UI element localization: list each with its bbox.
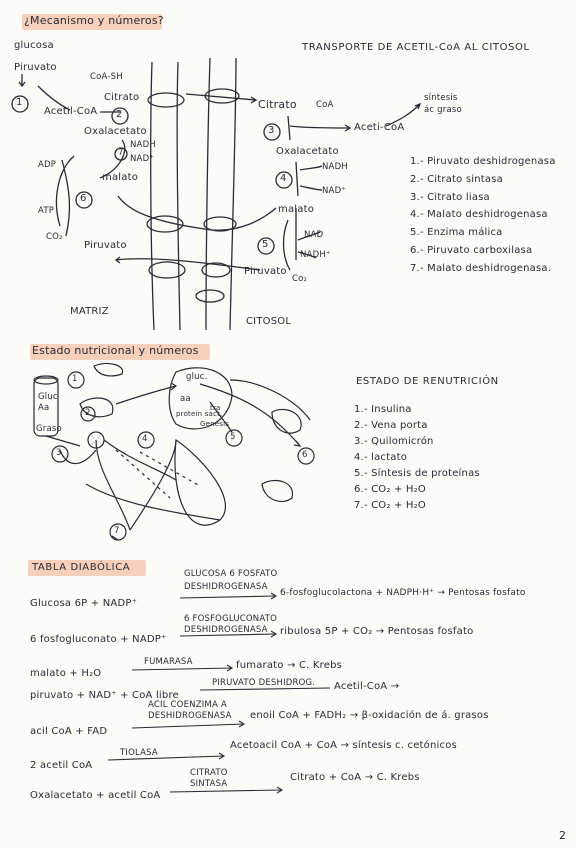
- table-row-enzyme: 6 FOSFOGLUCONATO DESHIDROGENASA: [184, 614, 278, 635]
- label-oxalacetato-left: Oxalacetato: [84, 126, 147, 137]
- legend2-item: 2.- Vena porta: [354, 420, 428, 431]
- table-row-right: Citrato + CoA → C. Krebs: [290, 772, 420, 783]
- legend1-item: 3.- Citrato liasa: [410, 192, 490, 203]
- label-protein-sact: proteín sact.: [176, 410, 223, 418]
- step-4: 4: [142, 434, 148, 444]
- label-graso: Graso: [36, 424, 62, 434]
- table-row-enzyme: TIOLASA: [120, 748, 158, 758]
- label-citrato-right: Citrato: [258, 98, 297, 111]
- label-acetil-coa-left: Acetil-CoA: [44, 106, 98, 117]
- table-row-enzyme: ACIL COENZIMA A DESHIDROGENASA: [148, 700, 232, 721]
- section1-heading: ¿Mecanismo y números?: [24, 14, 164, 27]
- legend1-item: 4.- Malato deshidrogenasa: [410, 209, 548, 220]
- label-aa: aa: [180, 394, 191, 404]
- step-6: 6: [302, 450, 308, 460]
- label-nad-plus-right: NAD⁺: [322, 186, 347, 196]
- table-row-right: 6-fosfoglucolactona + NADPH·H⁺ → Pentosas fosfato: [280, 588, 526, 598]
- label-genesis: Genesis: [200, 420, 230, 428]
- legend1-item: 5.- Enzima málica: [410, 227, 503, 238]
- table-row-left: 2 acetil CoA: [30, 760, 93, 771]
- label-coa-right: CoA: [316, 100, 334, 110]
- label-atp: ATP: [38, 206, 55, 216]
- label-piruvato-right: Piruvato: [244, 266, 287, 277]
- step-5: 5: [230, 432, 236, 442]
- table-row-left: Oxalacetato + acetil CoA: [30, 790, 161, 801]
- legend2-item: 5.- Síntesis de proteínas: [354, 468, 480, 479]
- step-7: 7: [114, 526, 120, 536]
- label-coa-sh: CoA-SH: [90, 72, 123, 82]
- step-4: 4: [280, 173, 287, 184]
- transport-title: TRANSPORTE DE ACETIL-CoA AL CITOSOL: [302, 42, 530, 53]
- step-2: 2: [116, 109, 123, 120]
- legend2-item: 3.- Quilomicrón: [354, 436, 434, 447]
- section3-heading: TABLA DIABÓLICA: [32, 562, 131, 573]
- table-row-right: Acetoacil CoA + CoA → síntesis c. cetónicos: [230, 740, 457, 751]
- label-piruvato-bottom: Piruvato: [84, 240, 127, 251]
- step-1: 1: [16, 97, 23, 108]
- label-malato-right: malato: [278, 204, 315, 215]
- table-row-left: malato + H₂O: [30, 668, 102, 679]
- label-co2-right: Co₂: [292, 274, 308, 284]
- step-1: 1: [72, 374, 78, 384]
- legend1-item: 7.- Malato deshidrogenasa.: [410, 263, 552, 274]
- label-adp: ADP: [38, 160, 57, 170]
- label-gluc-aa: Gluc Aa: [38, 392, 58, 413]
- label-nadh-left: NADH: [130, 140, 156, 150]
- section2-heading: Estado nutricional y números: [32, 344, 199, 357]
- table-row-right: Acetil-CoA →: [334, 681, 400, 692]
- table-row-right: enoil CoA + FADH₂ → β-oxidación de á. grasos: [250, 710, 489, 721]
- table-row-enzyme: PIRUVATO DESHIDROG.: [212, 678, 316, 688]
- step-5: 5: [262, 239, 269, 250]
- table-row-right: fumarato → C. Krebs: [236, 660, 343, 671]
- label-gluc: gluc.: [186, 372, 208, 382]
- label-matriz: MATRIZ: [70, 306, 109, 317]
- label-nad-plus-left: NAD⁺: [130, 154, 155, 164]
- page-number: 2: [559, 829, 566, 842]
- table-row-enzyme: GLUCOSA 6 FOSFATO DESHIDROGENASA: [184, 569, 278, 592]
- step-2: 2: [85, 408, 91, 418]
- table-row-enzyme: CITRATO SINTASA: [190, 768, 228, 789]
- label-piruvato-top: Piruvato: [14, 62, 57, 73]
- legend2-item: 6.- CO₂ + H₂O: [354, 484, 426, 495]
- label-citosol: CITOSOL: [246, 316, 292, 327]
- label-nadh-plus-right: NADH⁺: [300, 250, 331, 260]
- step-3: 3: [268, 125, 275, 136]
- label-nad-right: NAD: [304, 230, 324, 240]
- legend1-item: 1.- Piruvato deshidrogenasa: [410, 156, 556, 167]
- table-row-enzyme: FUMARASA: [144, 657, 193, 667]
- label-oxalacetato-right: Oxalacetato: [276, 146, 339, 157]
- label-malato-left: malato: [102, 172, 139, 183]
- legend2-item: 7.- CO₂ + H₂O: [354, 500, 426, 511]
- label-citrato-left: Citrato: [104, 92, 140, 103]
- renutricion-title: ESTADO DE RENUTRICIÓN: [356, 376, 499, 387]
- legend1-item: 6.- Piruvato carboxilasa: [410, 245, 533, 256]
- step-7: 7: [118, 148, 124, 158]
- label-acetil-coa-right: Aceti-CoA: [354, 122, 405, 133]
- table-row-left: Glucosa 6P + NADP⁺: [30, 598, 138, 609]
- table-row-left: piruvato + NAD⁺ + CoA libre: [30, 690, 179, 701]
- legend1-item: 2.- Citrato sintasa: [410, 174, 503, 185]
- label-tra: tra: [210, 404, 221, 412]
- step-3: 3: [56, 448, 62, 458]
- step-6: 6: [80, 193, 87, 204]
- label-glucosa: glucosa: [14, 40, 54, 51]
- table-row-left: acil CoA + FAD: [30, 726, 108, 737]
- label-sintesis: síntesis ác graso: [424, 93, 462, 115]
- legend2-item: 4.- lactato: [354, 452, 408, 463]
- table-row-left: 6 fosfogluconato + NADP⁺: [30, 634, 167, 645]
- table-row-right: ribulosa 5P + CO₂ → Pentosas fosfato: [280, 626, 474, 637]
- label-co2-left: CO₂: [46, 232, 63, 242]
- label-nadh-right: NADH: [322, 162, 348, 172]
- legend2-item: 1.- Insulina: [354, 404, 412, 415]
